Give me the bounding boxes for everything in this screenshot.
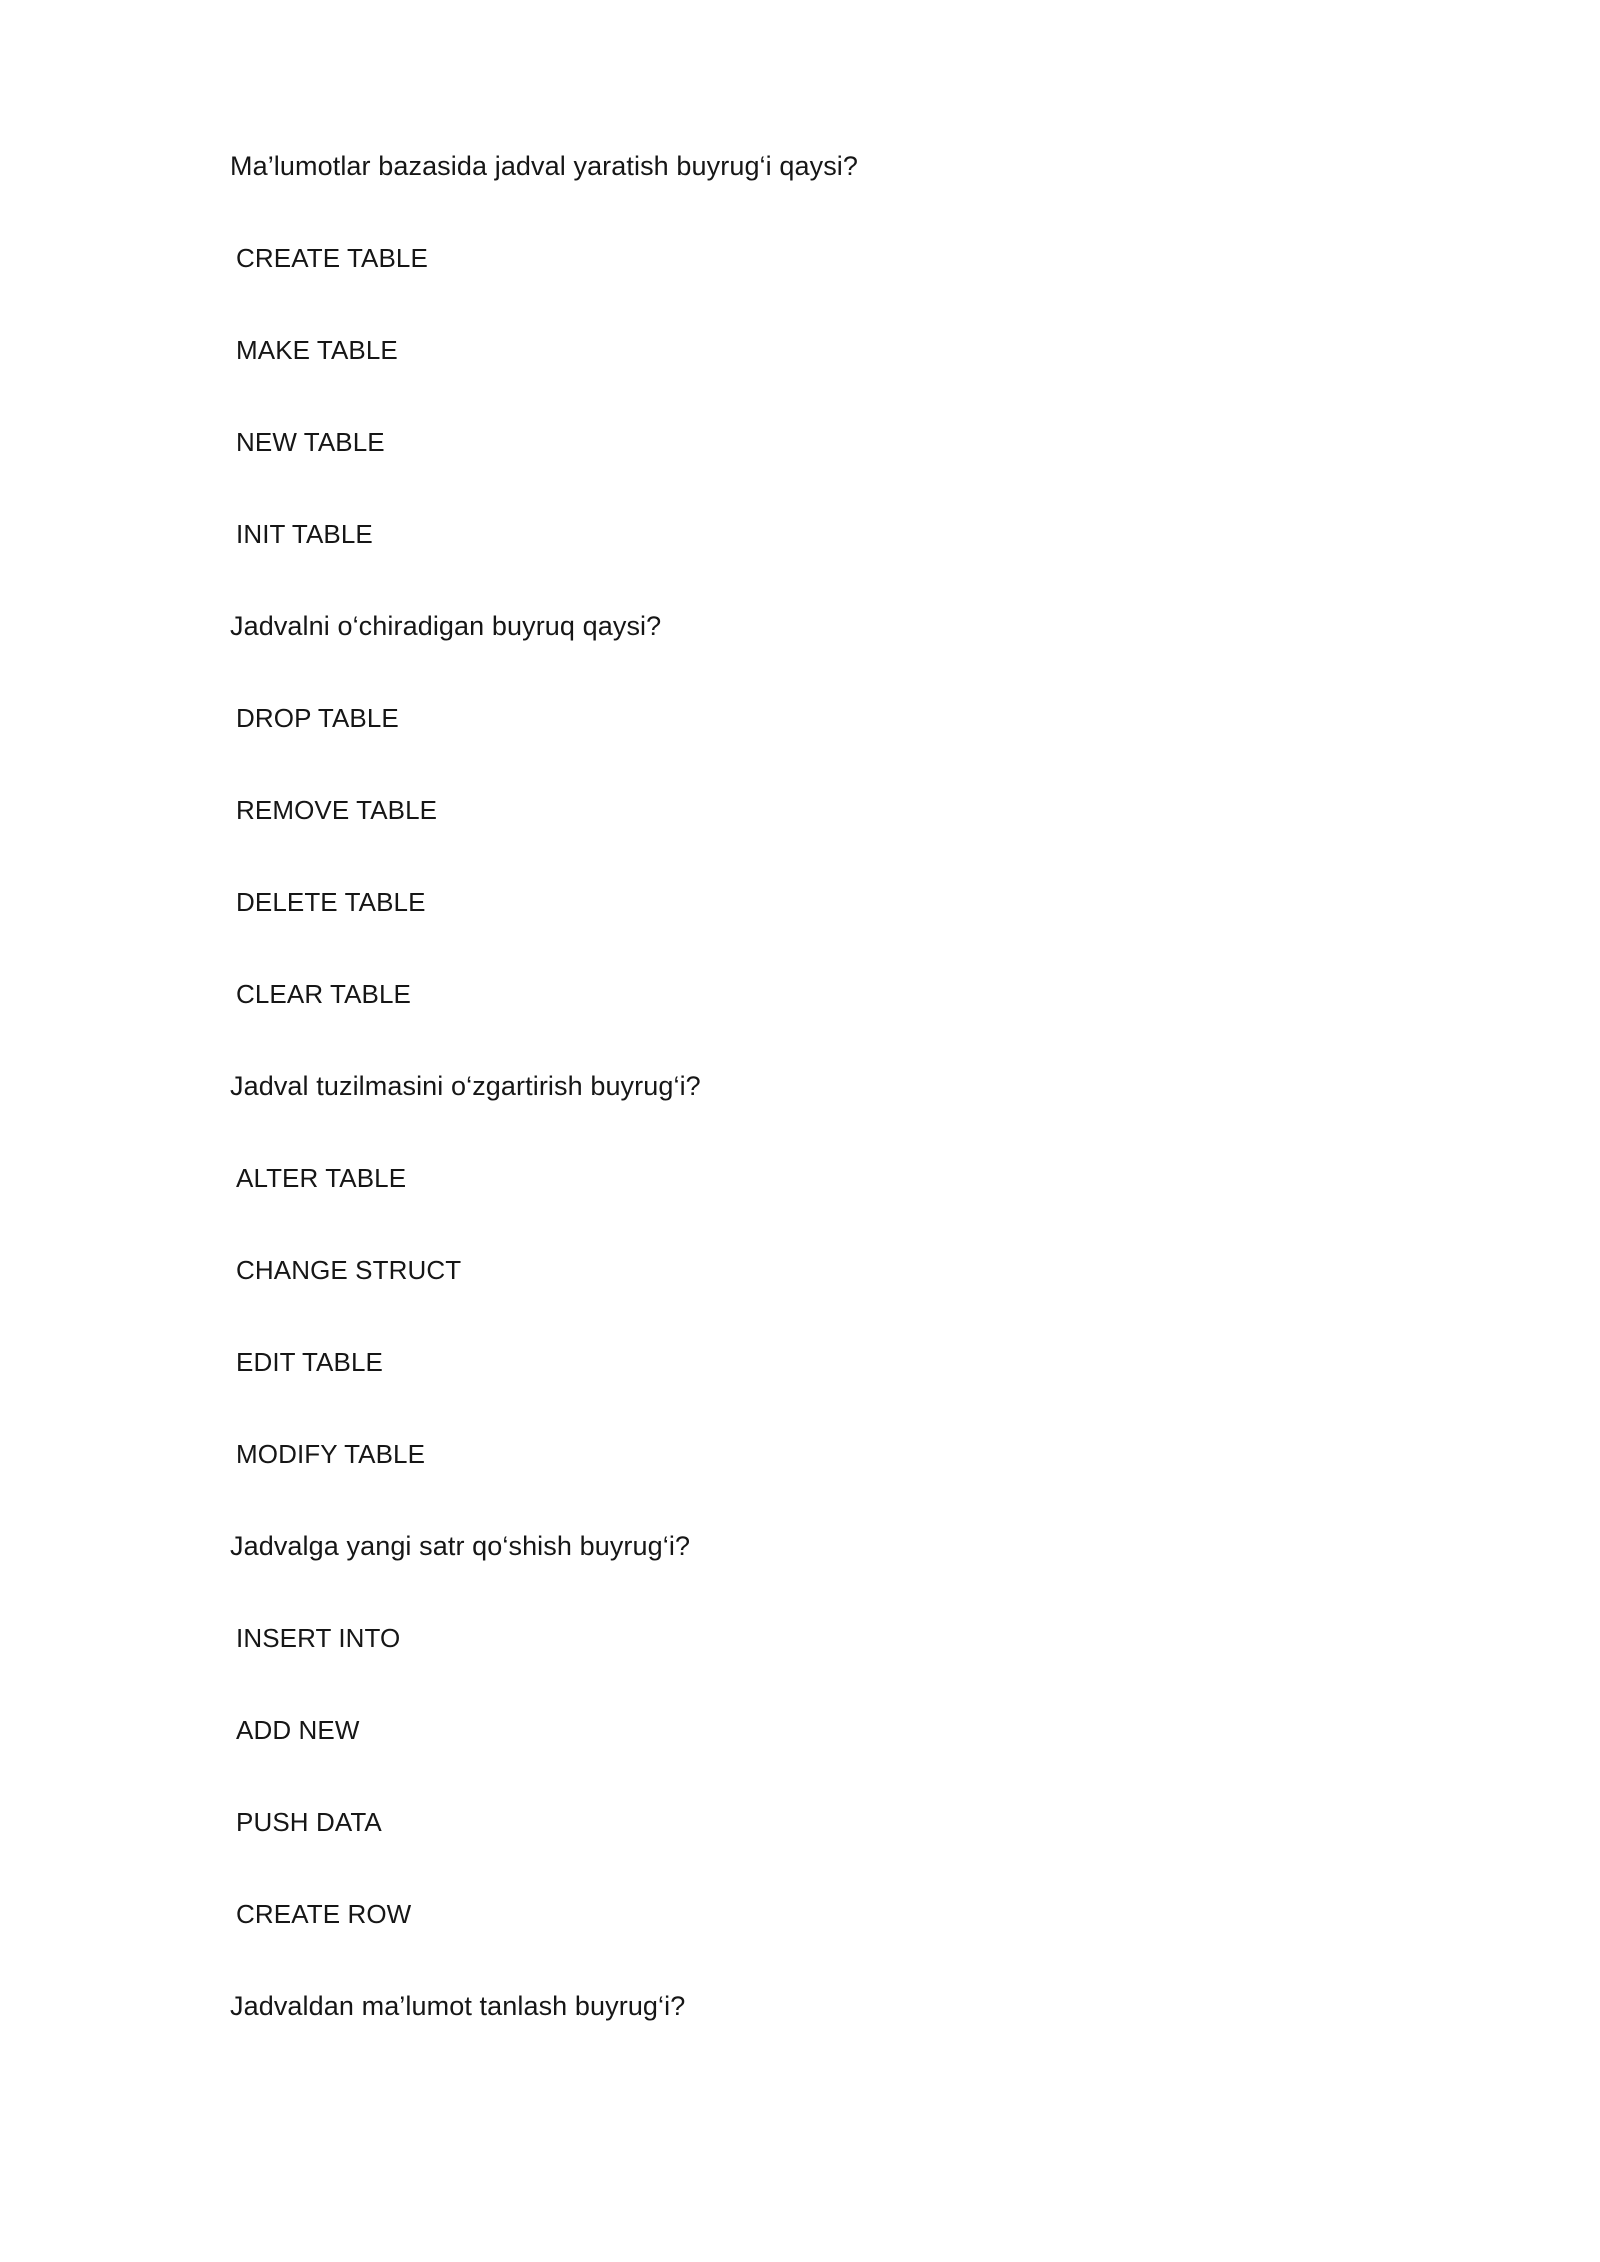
answer-option: INIT TABLE: [236, 519, 373, 549]
answer-option: DROP TABLE: [236, 703, 399, 733]
answer-option: PUSH DATA: [236, 1807, 382, 1837]
answer-option: MODIFY TABLE: [236, 1439, 426, 1469]
answer-option: CHANGE STRUCT: [236, 1255, 462, 1285]
document-body: [230, 150, 1370, 2082]
answer-option: CREATE ROW: [236, 1899, 412, 1929]
question-text: Jadvaldan ma’lumot tanlash buyrug‘i?: [230, 1991, 686, 2021]
question-text: Jadvalga yangi satr qo‘shish buyrug‘i?: [230, 1531, 691, 1561]
question-block-3: [230, 1070, 1370, 1530]
question-text: Jadvalni o‘chiradigan buyruq qaysi?: [230, 611, 662, 641]
answer-option: INSERT INTO: [236, 1623, 401, 1653]
answer-option: EDIT TABLE: [236, 1347, 383, 1377]
question-block-4: [230, 1530, 1370, 1990]
answer-option: REMOVE TABLE: [236, 795, 438, 825]
answer-option: CREATE TABLE: [236, 243, 428, 273]
question-text: Ma’lumotlar bazasida jadval yaratish buyrug‘i qaysi?: [230, 151, 859, 181]
question-block-2: [230, 610, 1370, 1070]
question-block-1: [230, 150, 1370, 610]
answer-option: DELETE TABLE: [236, 887, 426, 917]
answer-option: ALTER TABLE: [236, 1163, 407, 1193]
answer-option: CLEAR TABLE: [236, 979, 411, 1009]
answer-option: NEW TABLE: [236, 427, 385, 457]
question-text: Jadval tuzilmasini o‘zgartirish buyrug‘i?: [230, 1071, 701, 1101]
question-block-5: [230, 1990, 1370, 2082]
answer-option: MAKE TABLE: [236, 335, 398, 365]
answer-option: ADD NEW: [236, 1715, 360, 1745]
